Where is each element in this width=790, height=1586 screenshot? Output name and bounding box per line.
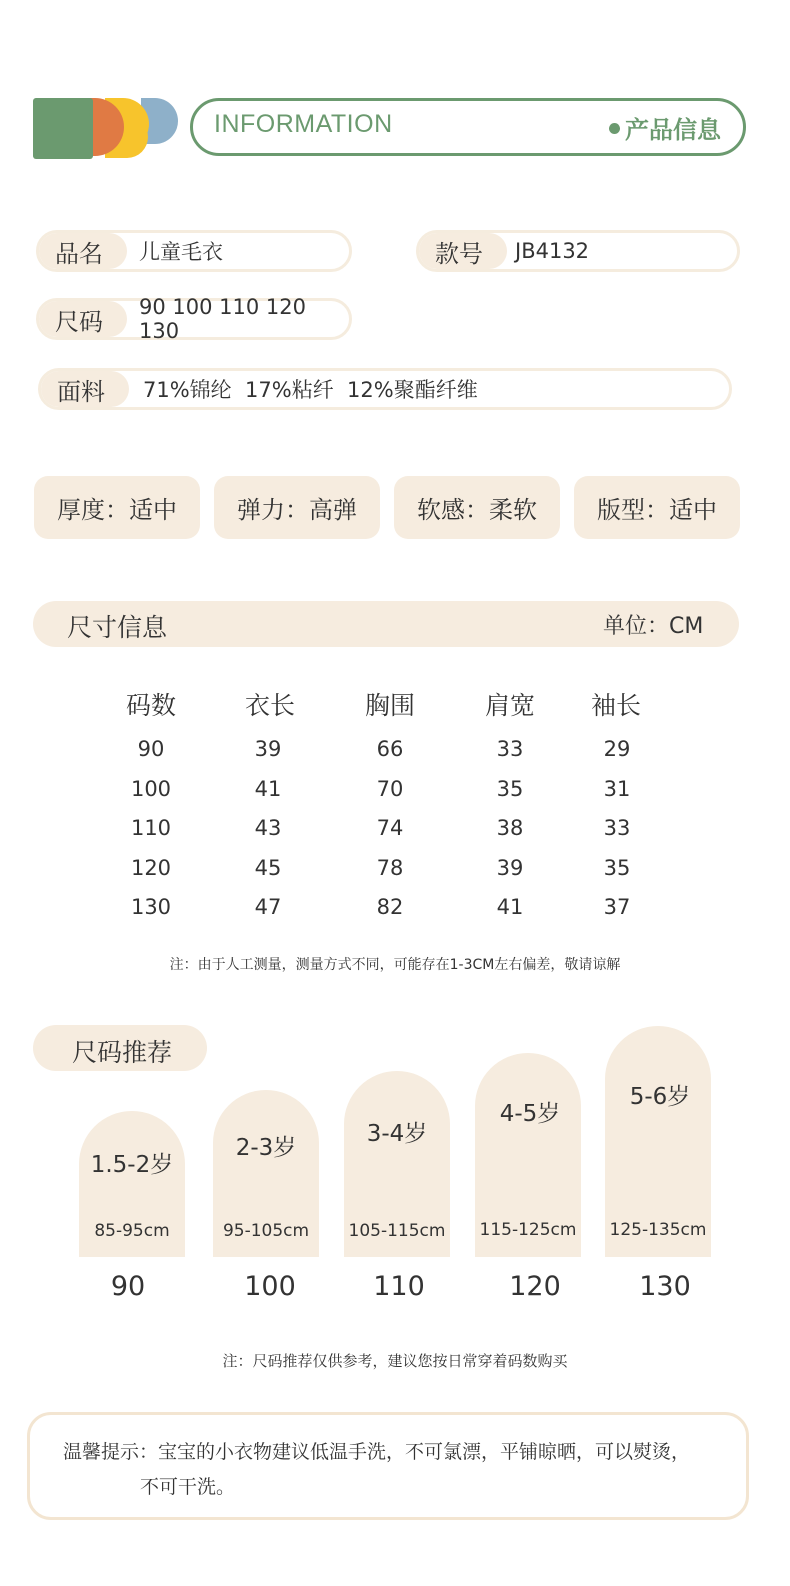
recommend-size: 130 — [639, 1271, 691, 1302]
table-cell: 35 — [603, 856, 631, 880]
recommend-age: 5-6岁 — [629, 1084, 691, 1110]
table-cell: 33 — [603, 816, 631, 840]
product-sku-label: 款号 — [419, 233, 507, 269]
table-cell: 82 — [376, 895, 404, 919]
table-cell: 90 — [137, 737, 165, 761]
info-subtitle: 产品信息 — [625, 116, 721, 144]
product-size-value: 90 100 110 120 130 — [139, 295, 306, 343]
size-info-title: 尺寸信息 — [67, 613, 168, 642]
table-cell: 45 — [254, 856, 282, 880]
product-sku-field — [416, 230, 740, 272]
care-tip-line1: 温馨提示：宝宝的小衣物建议低温手洗，不可氯漂，平铺晾晒，可以熨烫， — [63, 1441, 691, 1463]
brand-logo — [33, 98, 178, 159]
table-cell: 130 — [130, 895, 172, 919]
size-info-unit: 单位：CM — [603, 614, 704, 639]
table-cell: 110 — [130, 816, 172, 840]
care-tip-line2: 不可干洗。 — [140, 1476, 236, 1498]
property-elasticity: 弹力：高弹 — [214, 476, 380, 539]
recommend-age: 4-5岁 — [499, 1101, 561, 1127]
recommend-age: 2-3岁 — [235, 1135, 297, 1161]
property-fit: 版型：适中 — [574, 476, 740, 539]
product-fabric-label: 面料 — [41, 371, 129, 407]
table-header-length: 衣长 — [244, 691, 295, 720]
care-tip-box — [27, 1412, 749, 1520]
table-cell: 41 — [254, 777, 282, 801]
info-title: INFORMATION — [214, 110, 393, 138]
table-header-size: 码数 — [125, 691, 176, 720]
product-fabric-value: 71%锦纶 17%粘纤 12%聚酯纤维 — [143, 378, 478, 402]
product-name-field — [36, 230, 352, 272]
recommend-height: 105-115cm — [348, 1221, 446, 1241]
size-recommend-title: 尺码推荐 — [72, 1038, 173, 1067]
product-name-value: 儿童毛衣 — [139, 240, 223, 264]
table-cell: 66 — [376, 737, 404, 761]
table-header-sleeve: 袖长 — [590, 691, 641, 720]
table-cell: 74 — [376, 816, 404, 840]
recommend-note: 注：尺码推荐仅供参考，建议您按日常穿着码数购买 — [222, 1352, 568, 1370]
product-fabric-field — [38, 368, 732, 410]
property-thickness: 厚度：适中 — [34, 476, 200, 539]
table-cell: 31 — [603, 777, 631, 801]
table-header-chest: 胸围 — [364, 691, 415, 720]
table-cell: 41 — [496, 895, 524, 919]
table-cell: 29 — [603, 737, 631, 761]
table-cell: 78 — [376, 856, 404, 880]
table-cell: 47 — [254, 895, 282, 919]
table-header-shoulder: 肩宽 — [484, 691, 535, 720]
table-cell: 39 — [254, 737, 282, 761]
product-name-label: 品名 — [39, 233, 127, 269]
recommend-age: 3-4岁 — [366, 1121, 428, 1147]
recommend-size: 110 — [373, 1271, 425, 1302]
recommend-age: 1.5-2岁 — [90, 1152, 174, 1178]
recommend-size: 120 — [509, 1271, 561, 1302]
product-sku-value: JB4132 — [515, 239, 590, 263]
recommend-height: 125-135cm — [609, 1220, 707, 1240]
bullet-dot-icon — [609, 123, 620, 134]
measurement-note: 注：由于人工测量，测量方式不同，可能存在1-3CM左右偏差，敬请谅解 — [169, 957, 621, 973]
recommend-height: 115-125cm — [479, 1220, 577, 1240]
table-cell: 100 — [130, 777, 172, 801]
product-size-field — [36, 295, 352, 343]
table-cell: 39 — [496, 856, 524, 880]
table-cell: 70 — [376, 777, 404, 801]
recommend-size: 100 — [244, 1271, 296, 1302]
table-cell: 43 — [254, 816, 282, 840]
property-softness: 软感：柔软 — [394, 476, 560, 539]
recommend-size: 90 — [110, 1271, 146, 1302]
table-cell: 33 — [496, 737, 524, 761]
product-size-label: 尺码 — [39, 301, 127, 337]
table-cell: 37 — [603, 895, 631, 919]
table-cell: 38 — [496, 816, 524, 840]
table-cell: 35 — [496, 777, 524, 801]
table-cell: 120 — [130, 856, 172, 880]
recommend-height: 95-105cm — [222, 1221, 310, 1241]
recommend-height: 85-95cm — [94, 1221, 170, 1241]
